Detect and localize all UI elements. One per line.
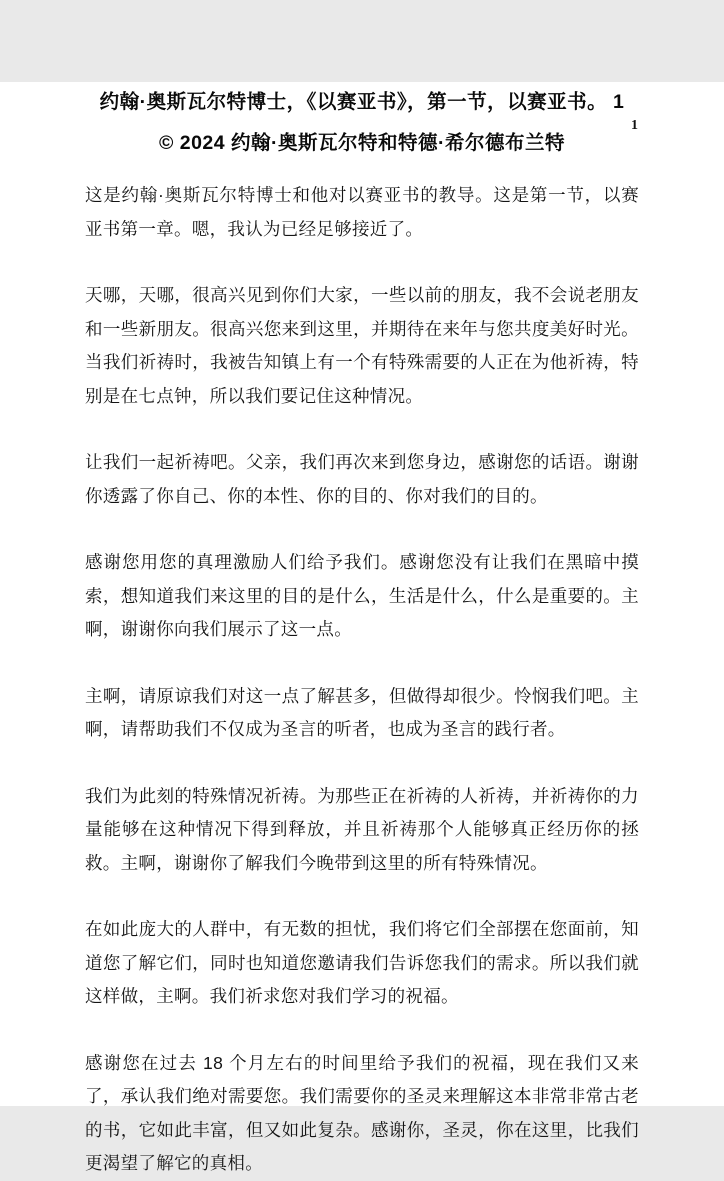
paragraph: 主啊，请原谅我们对这一点了解甚多，但做得却很少。怜悯我们吧。主啊，请帮助我们不仅成为圣言的听者，也成为圣言的践行者。 [85, 685, 639, 739]
title-block [84, 82, 640, 164]
copyright-line: © 2024 约翰·奥斯瓦尔特和特德·希尔德布兰特 [158, 132, 566, 154]
paragraph: 我们为此刻的特殊情况祈祷。为那些正在祈祷的人祈祷，并祈祷你的力量能够在这种情况下得到释放，并且祈祷那个人能够真正经历你的拯救。主啊，谢谢你了解我们今晚带到这里的所有特殊情况。 [85, 785, 639, 873]
body-text [85, 179, 639, 1181]
paragraph: 天哪，天哪，很高兴见到你们大家，一些以前的朋友，我不会说老朋友和一些新朋友。很高兴您来到这里，并期待在来年与您共度美好时光。当我们祈祷时，我被告知镇上有一个有特殊需要的人正在为他祈祷，特别是在七点钟，所以我们要记住这种情况。 [85, 285, 639, 406]
document-page [0, 82, 724, 1173]
paragraph: 感谢您用您的真理激励人们给予我们。感谢您没有让我们在黑暗中摸索，想知道我们来这里的目的是什么，生活是什么，什么是重要的。主啊，谢谢你向我们展示了这一点。 [85, 552, 639, 639]
document-title: 约翰·奥斯瓦尔特博士，《以赛亚书》，第一节，以赛亚书。 1 [99, 91, 625, 113]
page-number: 1 [631, 118, 638, 133]
paragraph: 感谢您在过去 18 个月左右的时间里给予我们的祝福，现在我们又来了，承认我们绝对需要您。我们需要你的圣灵来理解这本非常非常古老的书，它如此丰富，但又如此复杂。感谢你，圣灵，你在这里，比我们更渴望了解它的真相。 [85, 1052, 639, 1173]
paragraph: 这是约翰·奥斯瓦尔特博士和他对以赛亚书的教导。这是第一节，以赛亚书第一章。嗯，我认为已经足够接近了。 [85, 185, 639, 239]
paragraph: 在如此庞大的人群中，有无数的担忧，我们将它们全部摆在您面前，知道您了解它们，同时也知道您邀请我们告诉您我们的需求。所以我们就这样做，主啊。我们祈求您对我们学习的祝福。 [85, 919, 639, 1006]
paragraph: 让我们一起祈祷吧。父亲，我们再次来到您身边，感谢您的话语。谢谢你透露了你自己、你的本性、你的目的、你对我们的目的。 [85, 452, 639, 506]
